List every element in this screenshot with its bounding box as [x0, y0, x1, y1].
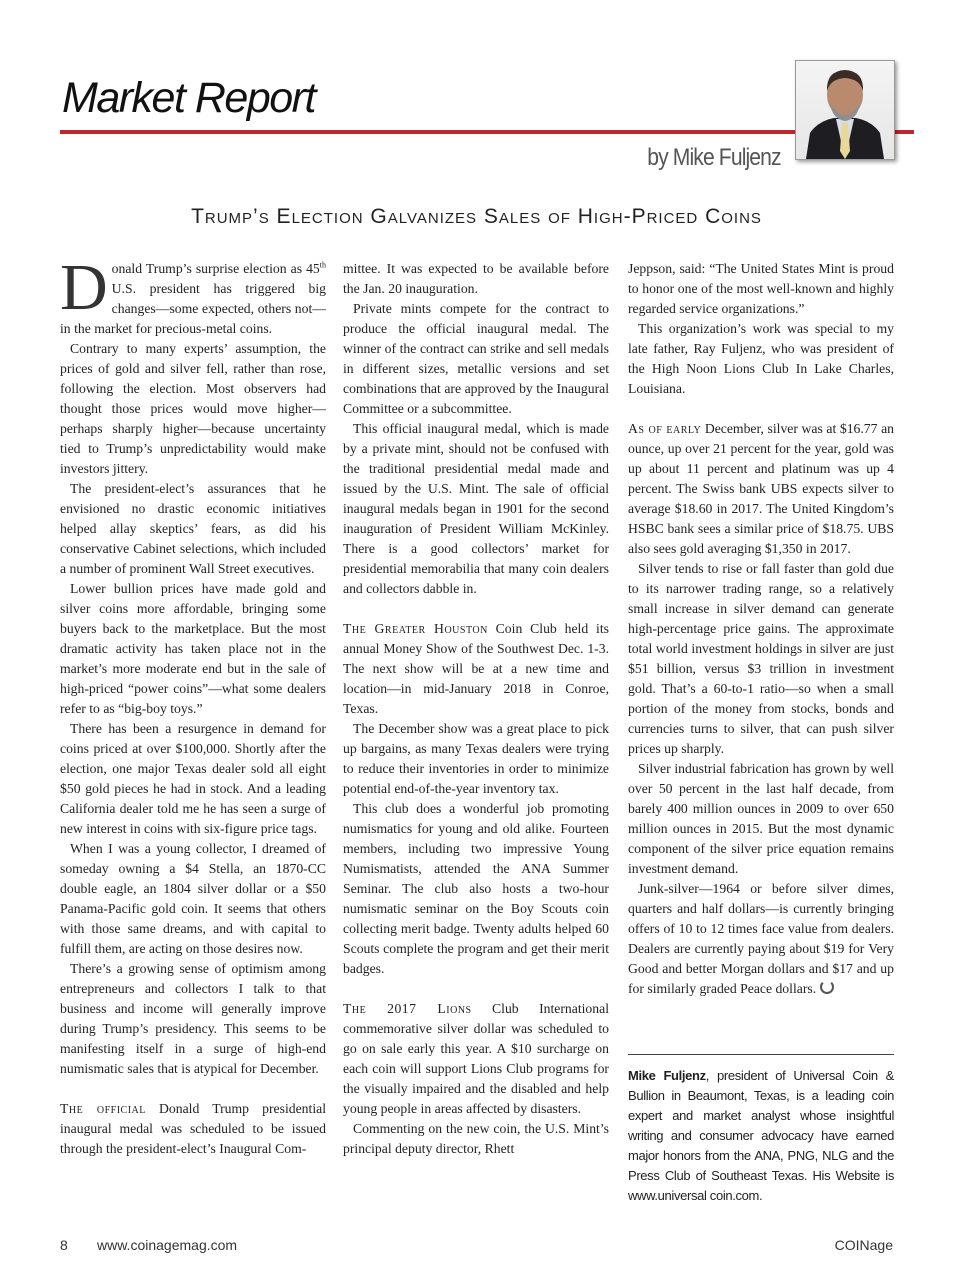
section-paragraph	[343, 619, 609, 719]
paragraph-text: When I was a young collector, I dreamed of someday owning a $4 Stella, an 1870-CC double eagle, an 1804 silver dollar or a $50 Panama-Pacific gold coin. It seems that others with those same dreams, and with capital to fulfill them, are acting on those desires now.	[60, 841, 326, 956]
paragraph-text: This official inaugural medal, which is made by a private mint, should not be confused with the traditional presidential medal made and issued by the U.S. Mint. The sale of official inaugural medals began in 1901 for the second inauguration of President William McKinley. There is a good collectors’ market for presidential memorabilia that many coin dealers and collectors dabble in.	[343, 421, 609, 596]
paragraph-text: This club does a wonderful job promoting numismatics for young and old alike. Fourteen members, including two impressive Young Numismatists, attended the ANA Summer Seminar. The club also hosts a two-hour numismatic seminar on the Boy Scouts coin collecting merit badge. Twenty adults helped 60 Scouts complete the program and get their merit badges.	[343, 801, 609, 976]
body-paragraph	[60, 479, 326, 579]
paragraph-text: December, silver was at $16.77 an ounce, up over 21 percent for the year, gold was up about 11 percent and platinum was up 4 percent. The Swiss bank UBS expects silver to average $18.60 in 2017. The United Kingdom’s HSBC bank sees a similar price of $18.75. UBS also sees gold averaging $1,350 in 2017.	[628, 421, 894, 556]
body-paragraph	[343, 299, 609, 419]
paragraph-text: Private mints compete for the contract to produce the official inaugural medal. The winner of the contract can strike and sell medals in different sizes, metallic versions and set combinations that are approved by the Inaugural Committee or a subcommittee.	[343, 301, 609, 416]
paragraph-text: mittee. It was expected to be available before the Jan. 20 inauguration.	[343, 261, 609, 296]
body-paragraph	[628, 559, 894, 759]
article-column-3	[628, 259, 894, 999]
author-bio	[628, 1066, 894, 1206]
section-lead-in: The Greater Houston	[343, 621, 488, 636]
article-column-1	[60, 251, 326, 1159]
footer-magazine-name: COINage	[834, 1237, 893, 1253]
body-paragraph	[343, 419, 609, 599]
paragraph-text: Commenting on the new coin, the U.S. Mint’s principal deputy director, Rhett	[343, 1121, 609, 1156]
body-paragraph	[60, 719, 326, 839]
paragraph-text: There’s a growing sense of optimism among entrepreneurs and collectors I talk to that business and income will generally improve during Trump’s presidency. This seems to be manifesting itself in a surge of high-end numismatic sales that is atypical for December.	[60, 961, 326, 1076]
section-paragraph	[343, 999, 609, 1119]
paragraph-text: Junk-silver—1964 or before silver dimes, quarters and half dollars—is currently bringing offers of 10 to 12 times face value from dealers. Dealers are currently paying about $19 for Very Good and better Morgan dollars and $17 and up for similarly graded Peace dollars.	[628, 881, 894, 996]
section-paragraph	[628, 419, 894, 559]
paragraph-text: Silver tends to rise or fall faster than gold due to its narrower trading range, so a relatively small increase in silver demand can generate high-percentage price gains. The approximate total world investment holdings in silver are just $51 billion, versus $3 trillion in investment gold. That’s a 60-to-1 ratio—so when a small portion of the money from stocks, bonds and currencies turns to silver, that can push silver prices up sharply.	[628, 561, 894, 756]
body-paragraph	[343, 719, 609, 799]
body-paragraph	[628, 759, 894, 879]
paragraph-text: This organization’s work was special to my late father, Ray Fuljenz, who was president of the High Noon Lions Club In Lake Charles, Louisiana.	[628, 321, 894, 396]
end-mark-icon	[820, 980, 834, 994]
body-paragraph	[628, 319, 894, 399]
section-paragraph	[60, 1099, 326, 1159]
drop-cap: D	[60, 251, 108, 324]
section-lead-in: The 2017 Lions	[343, 1001, 472, 1016]
paragraph-text: Lower bullion prices have made gold and silver coins more affordable, bringing some buyers back to the marketplace. But the most dramatic activity has taken place not in the market’s more moderate end but in the sale of high-priced “power coins”—what some dealers refer to as “big-boy toys.”	[60, 581, 326, 716]
page-number: 8	[60, 1237, 68, 1253]
paragraph-text: Contrary to many experts’ assumption, the prices of gold and silver fell, rather than rose, following the election. Most observers had thought those prices would move higher—perhaps sharply higher—because uncertainty tied to Trump’s unpredictability would make investors jittery.	[60, 341, 326, 476]
ordinal-suffix: th	[319, 260, 326, 270]
paragraph-text: Donald Trump presidential inaugural medal was scheduled to be issued through the president-elect’s Inaugural Com-	[60, 1101, 326, 1156]
intro-text: onald Trump’s surprise election as 45	[111, 261, 320, 276]
intro-paragraph	[60, 251, 326, 339]
bio-name: Mike Fuljenz	[628, 1068, 706, 1083]
footer-website[interactable]: www.coinagemag.com	[97, 1237, 238, 1253]
body-paragraph	[60, 959, 326, 1079]
article-headline: Trump’s Election Galvanizes Sales of High-Priced Coins	[191, 205, 762, 228]
section-lead-in: As of early	[628, 421, 702, 436]
byline: by Mike Fuljenz	[647, 144, 781, 171]
body-paragraph	[628, 879, 894, 999]
header-rule	[60, 130, 914, 134]
intro-text: U.S. president has triggered big changes—some expected, others not—in the market for precious-metal coins.	[60, 281, 326, 336]
bio-text: , president of Universal Coin & Bullion in Beaumont, Texas, is a leading coin expert and market analyst whose insightful writing and consumer advocacy have earned major honors from the ANA, PNG, NLG and the Press Club of Southeast Texas. His Website is www.universal coin.com.	[628, 1068, 895, 1203]
paragraph-text: Club International commemorative silver dollar was scheduled to go on sale early this year. A $10 surcharge on each coin will support Lions Club programs for the visually impaired and the disabled and help young people in areas affected by disasters.	[343, 1001, 609, 1116]
paragraph-text: Coin Club held its annual Money Show of the Southwest Dec. 1-3. The next show will be at a new time and location—in mid-January 2018 in Conroe, Texas.	[343, 621, 609, 716]
paragraph-text: The December show was a great place to pick up bargains, as many Texas dealers were trying to reduce their inventories in order to minimize potential end-of-the-year inventory tax.	[343, 721, 609, 796]
section-lead-in: The official	[60, 1101, 146, 1116]
bio-divider	[628, 1054, 894, 1055]
body-paragraph	[628, 259, 894, 319]
author-photo	[795, 60, 895, 160]
article-column-2	[343, 259, 609, 1159]
paragraph-text: Jeppson, said: “The United States Mint is proud to honor one of the most well-known and highly regarded service organizations.”	[628, 261, 894, 316]
body-paragraph	[60, 579, 326, 719]
paragraph-text: Silver industrial fabrication has grown by well over 50 percent in the last half decade, from barely 400 million ounces in 2009 to over 650 million ounces in 2015. But the most dynamic component of the silver price equation remains investment demand.	[628, 761, 894, 876]
body-paragraph	[343, 259, 609, 299]
body-paragraph	[343, 799, 609, 979]
paragraph-text: The president-elect’s assurances that he envisioned no drastic economic initiatives helped allay skeptics’ fears, as did his conservative Cabinet selections, which included a number of prominent Wall Street executives.	[60, 481, 326, 576]
body-paragraph	[60, 839, 326, 959]
body-paragraph	[60, 339, 326, 479]
body-paragraph	[343, 1119, 609, 1159]
paragraph-text: There has been a resurgence in demand for coins priced at over $100,000. Shortly after the election, one major Texas dealer sold all eight $50 gold pieces he had in stock. And a leading California dealer told me he has seen a surge of new interest in coins with six-figure price tags.	[60, 721, 326, 836]
section-title: Market Report	[62, 74, 315, 122]
